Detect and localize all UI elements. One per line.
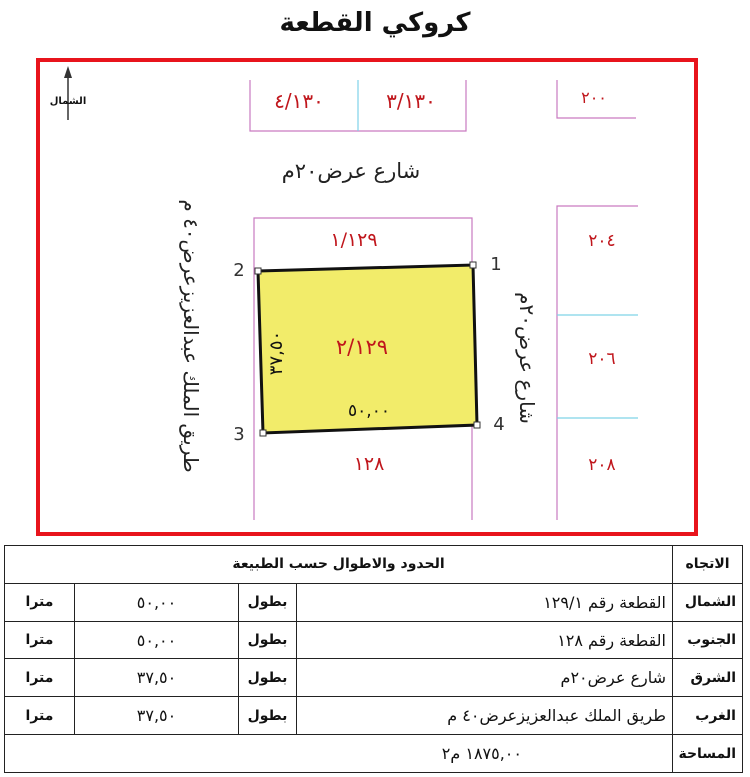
plot-label-top-a: ٤/١٣٠ — [274, 89, 324, 113]
row-length: ٣٧,٥٠ — [75, 697, 239, 735]
plot-label-east-2: ٢٠٦ — [588, 349, 616, 369]
row-length-label: بطول — [239, 659, 297, 697]
table-row — [5, 697, 743, 735]
row-length: ٥٠,٠٠ — [75, 621, 239, 659]
row-direction: الشرق — [673, 659, 743, 697]
row-unit: مترا — [5, 621, 75, 659]
table-header-row — [5, 546, 743, 584]
row-length-label: بطول — [239, 621, 297, 659]
row-direction: الشمال — [673, 583, 743, 621]
dimension-width: ٥٠,٠٠ — [348, 401, 390, 421]
plot-label-east-3: ٢٠٨ — [588, 455, 616, 475]
row-unit: مترا — [5, 659, 75, 697]
table-row — [5, 621, 743, 659]
plot-label-top-b: ٣/١٣٠ — [386, 89, 436, 113]
site-sketch — [36, 58, 698, 536]
north-label: الشمال — [49, 96, 87, 107]
area-label: المساحة — [673, 735, 743, 773]
area-row — [5, 735, 743, 773]
header-boundaries: الحدود والاطوال حسب الطبيعة — [5, 546, 673, 584]
boundaries-table — [4, 545, 743, 773]
row-description: القطعة رقم ١٢٩/١ — [297, 583, 673, 621]
street-north-label: شارع عرض٢٠م — [281, 159, 421, 183]
row-length-label: بطول — [239, 583, 297, 621]
row-direction: الجنوب — [673, 621, 743, 659]
dimension-depth: ٣٧,٥٠ — [266, 330, 287, 376]
plot-label-subject: ٢/١٢٩ — [335, 335, 389, 359]
corner-4-label: 4 — [493, 414, 505, 435]
street-west-label: طريق الملك عبدالعزيزعرض٤٠ م — [179, 199, 203, 473]
row-length-label: بطول — [239, 697, 297, 735]
page-title: كروكي القطعة — [279, 8, 471, 38]
corner-3-label: 3 — [233, 424, 245, 445]
row-length: ٥٠,٠٠ — [75, 583, 239, 621]
header-direction: الاتجاه — [673, 546, 743, 584]
area-value: ١٨٧٥,٠٠ م٢ — [5, 735, 673, 773]
corner-1-label: 1 — [490, 254, 502, 275]
row-description: شارع عرض٢٠م — [297, 659, 673, 697]
row-direction: الغرب — [673, 697, 743, 735]
table-row — [5, 659, 743, 697]
table-row — [5, 583, 743, 621]
corner-2-label: 2 — [233, 260, 245, 281]
street-east-label: شارع عرض٢٠م — [515, 292, 539, 424]
row-length: ٣٧,٥٠ — [75, 659, 239, 697]
plot-label-top-c: ٢٠٠ — [581, 88, 607, 107]
row-description: القطعة رقم ١٢٨ — [297, 621, 673, 659]
row-unit: مترا — [5, 583, 75, 621]
plot-label-north: ١/١٢٩ — [330, 229, 378, 251]
row-description: طريق الملك عبدالعزيزعرض٤٠ م — [297, 697, 673, 735]
plot-label-east-1: ٢٠٤ — [588, 231, 616, 251]
row-unit: مترا — [5, 697, 75, 735]
plot-label-south: ١٢٨ — [353, 453, 385, 475]
